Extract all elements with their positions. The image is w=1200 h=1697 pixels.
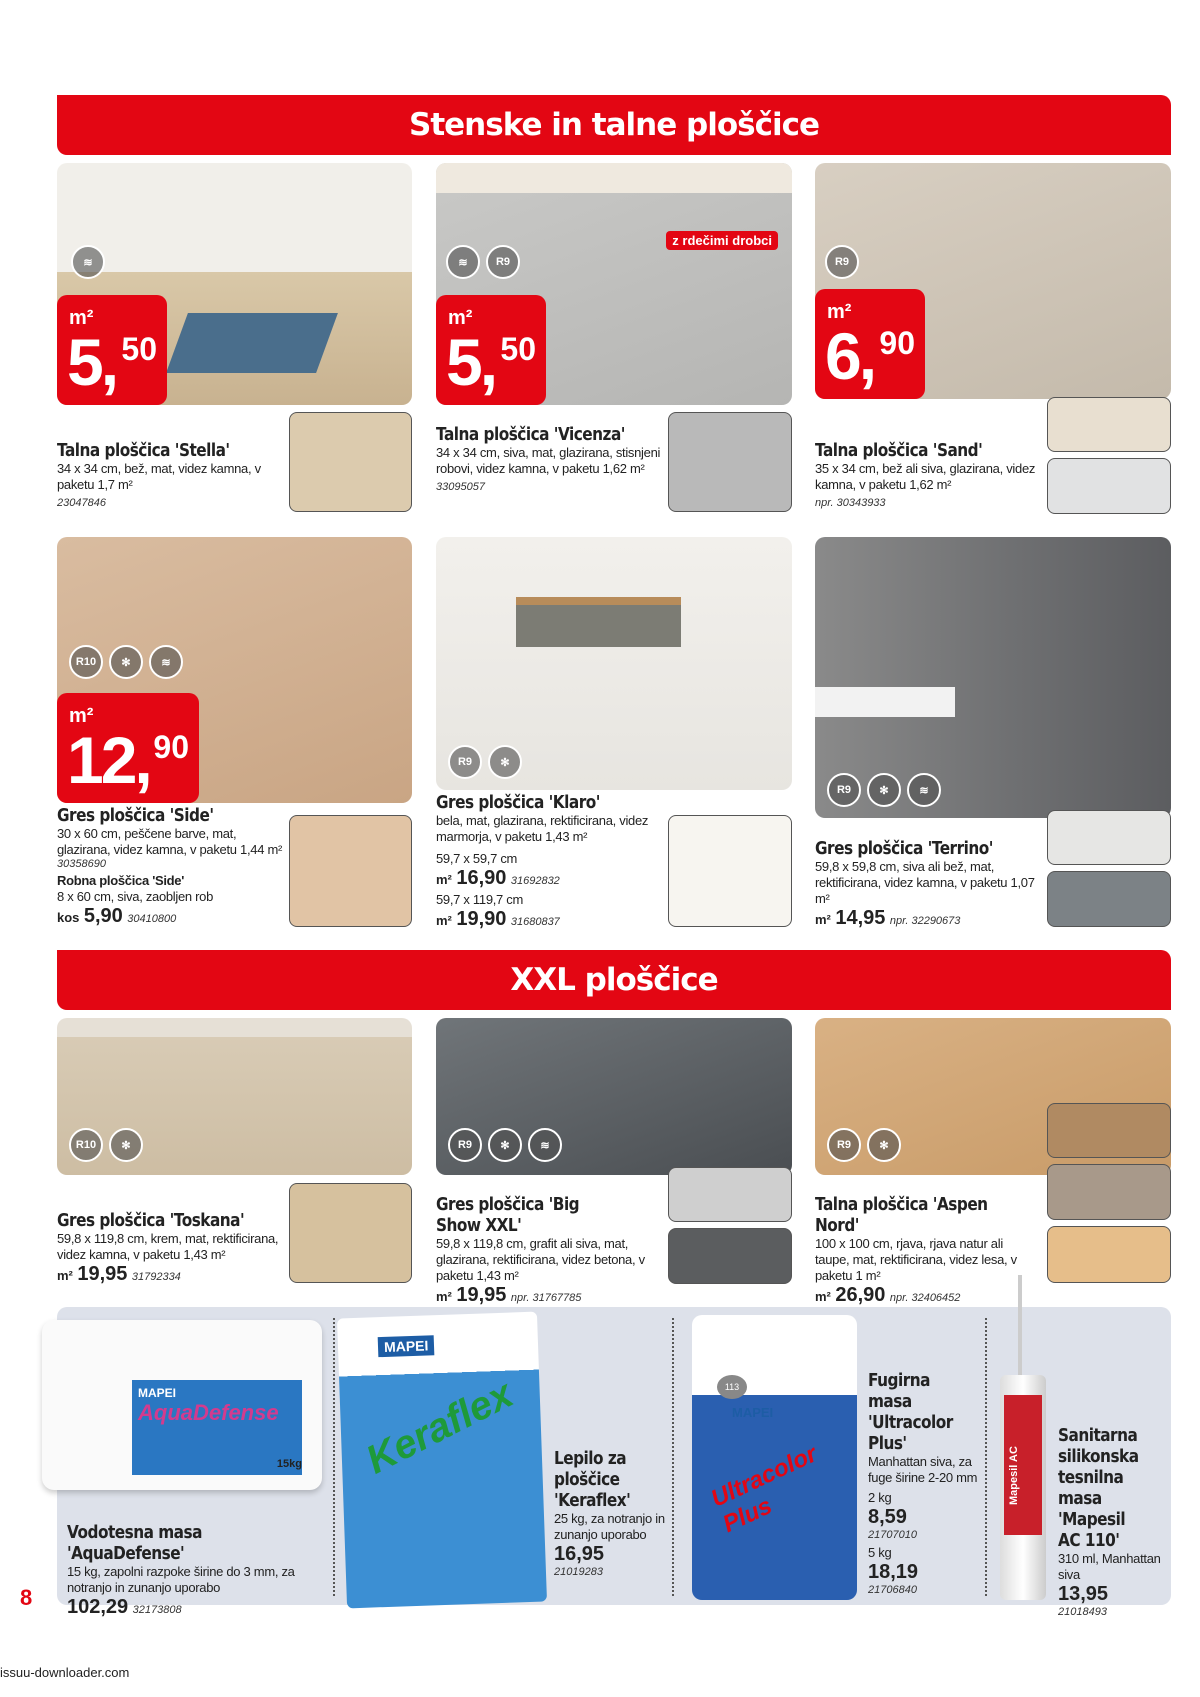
product-info-big-show	[436, 1194, 661, 1307]
product-info-aspen-nord	[815, 1194, 1040, 1307]
product-title: Talna ploščica 'Aspen Nord'	[815, 1194, 988, 1236]
product-title: Vodotesna masa 'AquaDefense'	[67, 1522, 202, 1564]
swatch-klaro	[668, 815, 792, 927]
price: 5,90	[83, 905, 123, 927]
product-photo-side	[57, 537, 412, 803]
product-code: 23047846	[57, 497, 106, 509]
product-title: Gres ploščica 'Side'	[57, 805, 214, 826]
product-description: Manhattan siva, za fuge širine 2-20 mm	[868, 1454, 978, 1485]
tag-red-chips: z rdečimi drobci	[666, 231, 778, 250]
price-unit: m²	[448, 307, 473, 329]
underfloor-heating-icon: ≋	[528, 1128, 562, 1162]
price-unit: m²	[436, 1289, 452, 1304]
price-unit: m²	[815, 1289, 831, 1304]
r10-slip-icon: R10	[69, 645, 103, 679]
swatch-big-show-grey	[668, 1167, 792, 1222]
footer-watermark: issuu-downloader.com	[0, 1665, 130, 1680]
product-info-aquadefense	[67, 1522, 327, 1619]
underfloor-heating-icon: ≋	[446, 245, 480, 279]
price: 13,95	[1058, 1583, 1109, 1605]
product-description: 34 x 34 cm, siva, mat, glazirana, stisnjeni robovi, videz kamna, v paketu 1,62 m²	[436, 445, 661, 476]
section-banner-xxl-tiles: XXL ploščice	[57, 950, 1171, 1010]
price-unit: kos	[57, 910, 80, 925]
product-description: 30 x 60 cm, peščene barve, mat, glazirana, videz kamna, v paketu 1,44 m²	[57, 826, 283, 857]
swatch-vicenza	[668, 412, 792, 512]
product-description: 15 kg, zapolni razpoke širine do 3 mm, za notranjo in zunanjo uporabo	[67, 1564, 295, 1595]
price-integer: 6,	[825, 319, 875, 393]
product-info-side	[57, 805, 287, 928]
swatch-aspen-taupe	[1047, 1164, 1171, 1220]
product-code: 31692832	[510, 875, 560, 887]
variant-size: 59,7 x 119,7 cm	[436, 892, 524, 907]
product-info-klaro	[436, 792, 661, 931]
r9-slip-icon: R9	[486, 245, 520, 279]
product-code: 21707010	[868, 1529, 917, 1541]
price-integer: 5,	[446, 325, 496, 399]
price-decimal: 50	[500, 331, 536, 367]
product-photo-terrino	[815, 537, 1171, 818]
product-description: 34 x 34 cm, bež, mat, videz kamna, v paketu 1,7 m²	[57, 461, 261, 492]
swatch-aspen-natur	[1047, 1226, 1171, 1283]
price: 102,29	[67, 1596, 129, 1618]
product-code: npr. 30343933	[815, 497, 886, 509]
page-number: 8	[20, 1585, 33, 1610]
product-code: npr. 32290673	[889, 915, 961, 927]
frost-resistant-icon: ✻	[867, 773, 901, 807]
price-decimal: 90	[879, 325, 915, 361]
price-unit: m²	[69, 705, 94, 727]
price-unit: m²	[69, 307, 94, 329]
product-code: 21018493	[1058, 1606, 1107, 1618]
price: 19,95	[77, 1263, 128, 1285]
product-info-mapesil	[1058, 1425, 1168, 1618]
product-info-keraflex	[554, 1448, 669, 1578]
price: 19,90	[456, 908, 507, 930]
swatch-stella	[289, 412, 412, 512]
product-title: Sanitarna silikonska tesnilna masa 'Mapesil AC 110'	[1058, 1425, 1139, 1551]
frost-resistant-icon: ✻	[109, 1128, 143, 1162]
price-decimal: 50	[121, 331, 157, 367]
pack-label: Mapesil AC	[1008, 1446, 1020, 1505]
swatch-side	[289, 815, 412, 927]
product-description: 310 ml, Manhattan siva	[1058, 1551, 1161, 1582]
price-integer: 5,	[67, 325, 117, 399]
product-photo-big-show	[436, 1018, 792, 1175]
product-info-sand	[815, 440, 1040, 509]
product-title: Fugirna masa 'Ultracolor Plus'	[868, 1370, 953, 1454]
product-info-stella	[57, 440, 282, 509]
divider	[333, 1318, 335, 1596]
product-code: 33095057	[436, 481, 485, 493]
product-description: 59,8 x 59,8 cm, siva ali bež, mat, rektificirana, videz kamna, v paketu 1,07 m²	[815, 859, 1035, 906]
pack-label: Ultracolor Plus	[706, 1440, 822, 1539]
pack-weight: 15kg	[276, 1458, 302, 1470]
product-title: Talna ploščica 'Vicenza'	[436, 424, 625, 445]
cartridge-nozzle	[1018, 1275, 1022, 1375]
product-photo-sand	[815, 163, 1171, 399]
r9-slip-icon: R9	[448, 1128, 482, 1162]
swatch-toskana	[289, 1183, 412, 1283]
brand-logo: MAPEI	[732, 1405, 774, 1420]
product-photo-klaro	[436, 537, 792, 790]
sub-product-title: Robna ploščica 'Side'	[57, 873, 185, 888]
price-unit: m²	[436, 913, 452, 928]
product-code: npr. 31767785	[510, 1292, 582, 1304]
product-code: 21706840	[868, 1584, 917, 1596]
underfloor-heating-icon: ≋	[149, 645, 183, 679]
price: 16,95	[554, 1543, 605, 1565]
pack-label: AquaDefense	[138, 1400, 279, 1425]
swatch-terrino-grey	[1047, 871, 1171, 927]
r9-slip-icon: R9	[827, 773, 861, 807]
variant-size: 2 kg	[868, 1490, 892, 1505]
keraflex-bag-image	[337, 1312, 547, 1609]
price-integer: 12,	[67, 723, 150, 797]
price: 19,95	[456, 1284, 507, 1306]
divider	[985, 1318, 987, 1596]
product-info-vicenza	[436, 424, 661, 493]
product-title: Lepilo za ploščice 'Keraflex'	[554, 1448, 631, 1511]
product-info-ultracolor	[868, 1370, 978, 1596]
price: 26,90	[835, 1284, 886, 1306]
price: 8,59	[868, 1506, 907, 1528]
product-description: 25 kg, za notranjo in zunanjo uporabo	[554, 1511, 665, 1542]
sub-product-description: 8 x 60 cm, siva, zaobljen rob	[57, 889, 214, 904]
product-title: Talna ploščica 'Sand'	[815, 440, 983, 461]
frost-resistant-icon: ✻	[109, 645, 143, 679]
pack-label: Keraflex	[359, 1371, 520, 1483]
product-description: 59,8 x 119,8 cm, grafit ali siva, mat, glazirana, rektificirana, videz betona, v paketu 1,43 m²	[436, 1236, 645, 1283]
r9-slip-icon: R9	[825, 245, 859, 279]
brand-logo: MAPEI	[138, 1386, 177, 1400]
product-title: Talna ploščica 'Stella'	[57, 440, 230, 461]
product-title: Gres ploščica 'Terrino'	[815, 838, 993, 859]
price: 14,95	[835, 907, 886, 929]
swatch-big-show-graphite	[668, 1228, 792, 1284]
swatch-sand-grey	[1047, 458, 1171, 514]
product-description: bela, mat, glazirana, rektificirana, videz marmorja, v paketu 1,43 m²	[436, 813, 649, 844]
variant-size: 59,7 x 59,7 cm	[436, 851, 518, 866]
product-photo-vicenza	[436, 163, 792, 405]
frost-resistant-icon: ✻	[488, 745, 522, 779]
underfloor-heating-icon: ≋	[71, 245, 105, 279]
swatch-sand-beige	[1047, 397, 1171, 452]
price-unit: m²	[57, 1268, 73, 1283]
frost-resistant-icon: ✻	[867, 1128, 901, 1162]
product-code: 30358690	[57, 858, 106, 870]
product-code: 31680837	[510, 916, 560, 928]
product-info-terrino	[815, 838, 1040, 930]
product-code: 30410800	[127, 913, 177, 925]
product-photo-stella	[57, 163, 412, 405]
product-code: 32173808	[132, 1604, 182, 1616]
product-description: 35 x 34 cm, bež ali siva, glazirana, videz kamna, v paketu 1,62 m²	[815, 461, 1036, 492]
aquadefense-bucket-image	[42, 1320, 322, 1490]
price: 18,19	[868, 1561, 919, 1583]
price-unit: m²	[827, 301, 852, 323]
section-banner-wall-floor-tiles: Stenske in talne ploščice	[57, 95, 1171, 155]
product-title: Gres ploščica 'Big Show XXL'	[436, 1194, 580, 1236]
r9-slip-icon: R9	[448, 745, 482, 779]
product-photo-toskana	[57, 1018, 412, 1175]
r9-slip-icon: R9	[827, 1128, 861, 1162]
product-title: Gres ploščica 'Toskana'	[57, 1210, 245, 1231]
brand-logo: MAPEI	[378, 1335, 435, 1357]
ultracolor-bag-image	[692, 1315, 857, 1600]
swatch-terrino-light	[1047, 810, 1171, 865]
color-number: 113	[717, 1375, 747, 1399]
product-description: 100 x 100 cm, rjava, rjava natur ali taupe, mat, rektificirana, videz lesa, v paketu 1 m²	[815, 1236, 1017, 1283]
product-info-toskana	[57, 1210, 287, 1286]
price-unit: m²	[815, 912, 831, 927]
product-code: npr. 32406452	[889, 1292, 961, 1304]
price-unit: m²	[436, 872, 452, 887]
underfloor-heating-icon: ≋	[907, 773, 941, 807]
r10-slip-icon: R10	[69, 1128, 103, 1162]
product-code: 31792334	[131, 1271, 181, 1283]
price: 16,90	[456, 867, 507, 889]
divider	[672, 1318, 674, 1596]
variant-size: 5 kg	[868, 1545, 892, 1560]
swatch-aspen-brown	[1047, 1103, 1171, 1158]
mapesil-cartridge-image	[1000, 1375, 1046, 1600]
product-description: 59,8 x 119,8 cm, krem, mat, rektificirana, videz kamna, v paketu 1,43 m²	[57, 1231, 279, 1262]
price-decimal: 90	[153, 729, 189, 765]
frost-resistant-icon: ✻	[488, 1128, 522, 1162]
product-title: Gres ploščica 'Klaro'	[436, 792, 600, 813]
product-code: 21019283	[554, 1566, 603, 1578]
